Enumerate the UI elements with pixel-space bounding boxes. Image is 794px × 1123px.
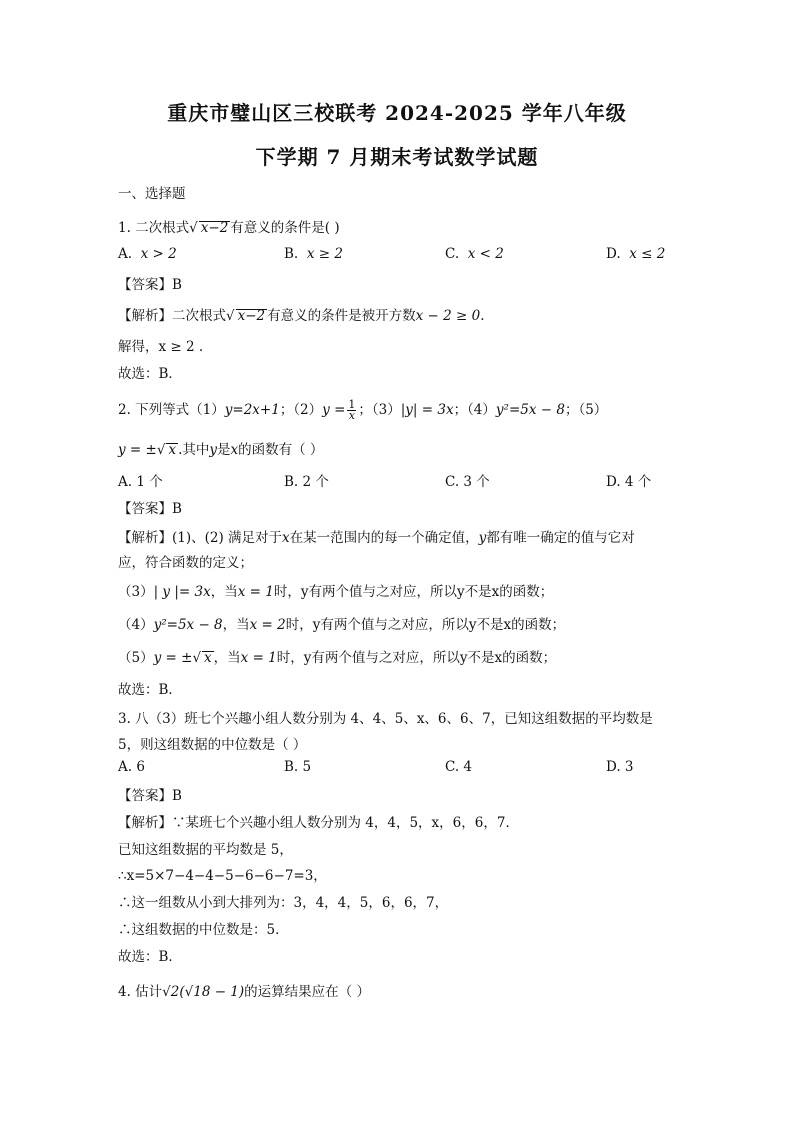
q2-a4-eq: y²=5x − 8 — [153, 617, 223, 633]
q2-a3-pre: （3） — [118, 584, 154, 600]
q3-analysis-4: ∴这一组数从小到大排列为：3，4，4，5，6，6，7， — [118, 895, 449, 911]
q2-stem-b: .其中 — [178, 442, 210, 458]
q2-a3-cond: x = 1 — [237, 584, 274, 600]
q2-frac-num: 1 — [348, 398, 356, 411]
q1-option-d-text: x ≤ 2 — [629, 246, 666, 262]
q2-sep4: ；（4） — [453, 402, 496, 418]
q2-a1-xvar: x — [282, 530, 290, 546]
q1-stem-post: 有意义的条件是( ) — [230, 220, 340, 236]
q1-option-a-letter: A. — [118, 246, 133, 262]
q2-a5-post: 时，y有两个值与之对应，所以y不是x的函数； — [276, 650, 557, 666]
q1-option-a-text: x > 2 — [140, 246, 177, 262]
q2-a3-eq: | y |= 3x — [153, 584, 211, 600]
q1-stem-pre: 1. 二次根式 — [118, 220, 190, 236]
q2-analysis-5 — [118, 646, 556, 666]
section-heading: 一、选择题 — [118, 186, 186, 202]
q3-option-c: C. 4 — [445, 759, 473, 775]
q2-analysis-line1 — [118, 526, 635, 546]
q2-option-a: A. 1 个 — [118, 474, 163, 490]
q3-analysis-5: ∴这组数据的中位数是：5． — [118, 922, 289, 938]
q4-stem — [118, 980, 370, 1000]
q2-stem-line2 — [118, 438, 323, 458]
q1-analysis-post: 有意义的条件是被开方数 — [267, 308, 416, 324]
q2-analysis-4 — [118, 613, 565, 633]
q2-a1-pre: 【解析】(1)、(2) 满足对于 — [118, 530, 283, 546]
q2-eq5-rad: x — [168, 442, 177, 458]
q2-yvar: y — [209, 442, 218, 458]
q1-analysis-end: . — [480, 308, 485, 324]
q2-a1-yvar: y — [478, 530, 487, 546]
q2-stem-d: 的函数有（ ） — [238, 442, 324, 458]
q3-analysis-1: 【解析】∵某班七个兴趣小组人数分别为 4，4，5，x，6，6，7． — [118, 815, 519, 831]
q2-stem-line1 — [118, 398, 607, 421]
q3-option-d: D. 3 — [606, 759, 634, 775]
q1-option-c-letter: C. — [445, 246, 460, 262]
q1-analysis-pre: 【解析】二次根式 — [118, 308, 226, 324]
q2-eq4: y²=5x − 8 — [495, 402, 565, 418]
q2-choose: 故选：B． — [118, 682, 182, 698]
radical-sign-icon: √ — [156, 442, 166, 458]
q1-choose: 故选：B． — [118, 366, 182, 382]
q2-a4-cond: x = 2 — [249, 617, 286, 633]
q3-analysis-2: 已知这组数据的平均数是 5， — [118, 842, 293, 858]
q1-option-d — [606, 246, 665, 262]
radical-sign-icon: √ — [189, 220, 198, 236]
q2-option-d: D. 4 个 — [606, 474, 652, 490]
q1-analysis — [118, 304, 485, 324]
document-title-line1: 重庆市璧山区三校联考 2024-2025 学年八年级 — [167, 101, 627, 125]
q1-option-b-letter: B. — [284, 246, 299, 262]
document-title-line2: 下学期 7 月期末考试数学试题 — [255, 145, 539, 169]
q2-fraction — [347, 400, 356, 421]
q1-option-d-letter: D. — [606, 246, 621, 262]
q2-a4-mid: ，当 — [222, 617, 250, 633]
q1-analysis-expr: x − 2 ≥ 0 — [415, 308, 481, 324]
q1-option-a — [118, 246, 177, 262]
q2-sep2: ；（2） — [279, 402, 323, 418]
q1-option-b — [284, 246, 343, 262]
q2-a5-mid: ，当 — [213, 650, 241, 666]
radical-sign-icon: √ — [192, 650, 202, 666]
q1-solve: 解得，x ≥ 2 . — [118, 339, 204, 355]
q3-analysis-3: ∴x=5×7−4−4−5−6−6−7=3， — [118, 868, 327, 884]
q3-stem-line1: 3. 八（3）班七个兴趣小组人数分别为 4、4、5、x、6、6、7，已知这组数据的平均数是 — [118, 711, 653, 727]
q4-stem-post: 的运算结果应在（ ） — [244, 984, 370, 1000]
q2-stem-c: 是 — [217, 442, 231, 458]
q2-eq3: |y| = 3x — [400, 402, 454, 418]
q1-answer: 【答案】B — [118, 277, 182, 293]
q4-expr: √2(√18 − 1) — [162, 984, 245, 1000]
q2-a5-cond: x = 1 — [240, 650, 277, 666]
q2-a4-post: 时，y有两个值与之对应，所以y不是x的函数； — [285, 617, 566, 633]
q2-analysis-line2: 应，符合函数的定义； — [118, 555, 253, 571]
q2-frac-den: x — [348, 409, 355, 422]
q2-a5-eq-left: y = ± — [153, 650, 193, 666]
q2-a3-mid: ，当 — [210, 584, 238, 600]
q2-a5-rad: x — [204, 650, 212, 666]
q3-stem-line2: 5，则这组数据的中位数是（ ） — [118, 737, 307, 753]
q2-answer: 【答案】B — [118, 501, 182, 517]
q2-eq5-left: y = ± — [118, 442, 157, 458]
q3-option-a: A. 6 — [118, 759, 145, 775]
q1-stem — [118, 216, 340, 236]
q2-option-b: B. 2 个 — [284, 474, 329, 490]
q2-a3-post: 时，y有两个值与之对应，所以y不是x的函数； — [273, 584, 554, 600]
q2-a1-post: 都有唯一确定的值与它对 — [486, 530, 635, 546]
radical-sign-icon: √ — [226, 308, 235, 324]
q2-sep3: ；（3） — [358, 402, 401, 418]
q1-radicand: x−2 — [200, 220, 229, 236]
q1-analysis-radicand: x−2 — [237, 308, 266, 324]
q1-option-c-text: x < 2 — [467, 246, 504, 262]
q2-a4-pre: （4） — [118, 617, 154, 633]
q2-a5-pre: （5） — [118, 650, 154, 666]
q2-stem-a: 2. 下列等式（1） — [118, 402, 225, 418]
q1-option-c — [445, 246, 504, 262]
q2-eq1: y=2x+1 — [224, 402, 280, 418]
q3-choose: 故选：B． — [118, 949, 182, 965]
q1-option-b-text: x ≥ 2 — [306, 246, 343, 262]
q2-analysis-3 — [118, 580, 553, 600]
q2-option-c: C. 3 个 — [445, 474, 490, 490]
q2-eq2-left: y = — [322, 402, 346, 418]
q3-option-b: B. 5 — [284, 759, 312, 775]
q4-stem-pre: 4. 估计 — [118, 984, 163, 1000]
q3-answer: 【答案】B — [118, 788, 182, 804]
q2-a1-mid: 在某一范围内的每一个确定值， — [289, 530, 479, 546]
q2-xvar: x — [230, 442, 239, 458]
q2-sep5: ；（5） — [564, 402, 608, 418]
